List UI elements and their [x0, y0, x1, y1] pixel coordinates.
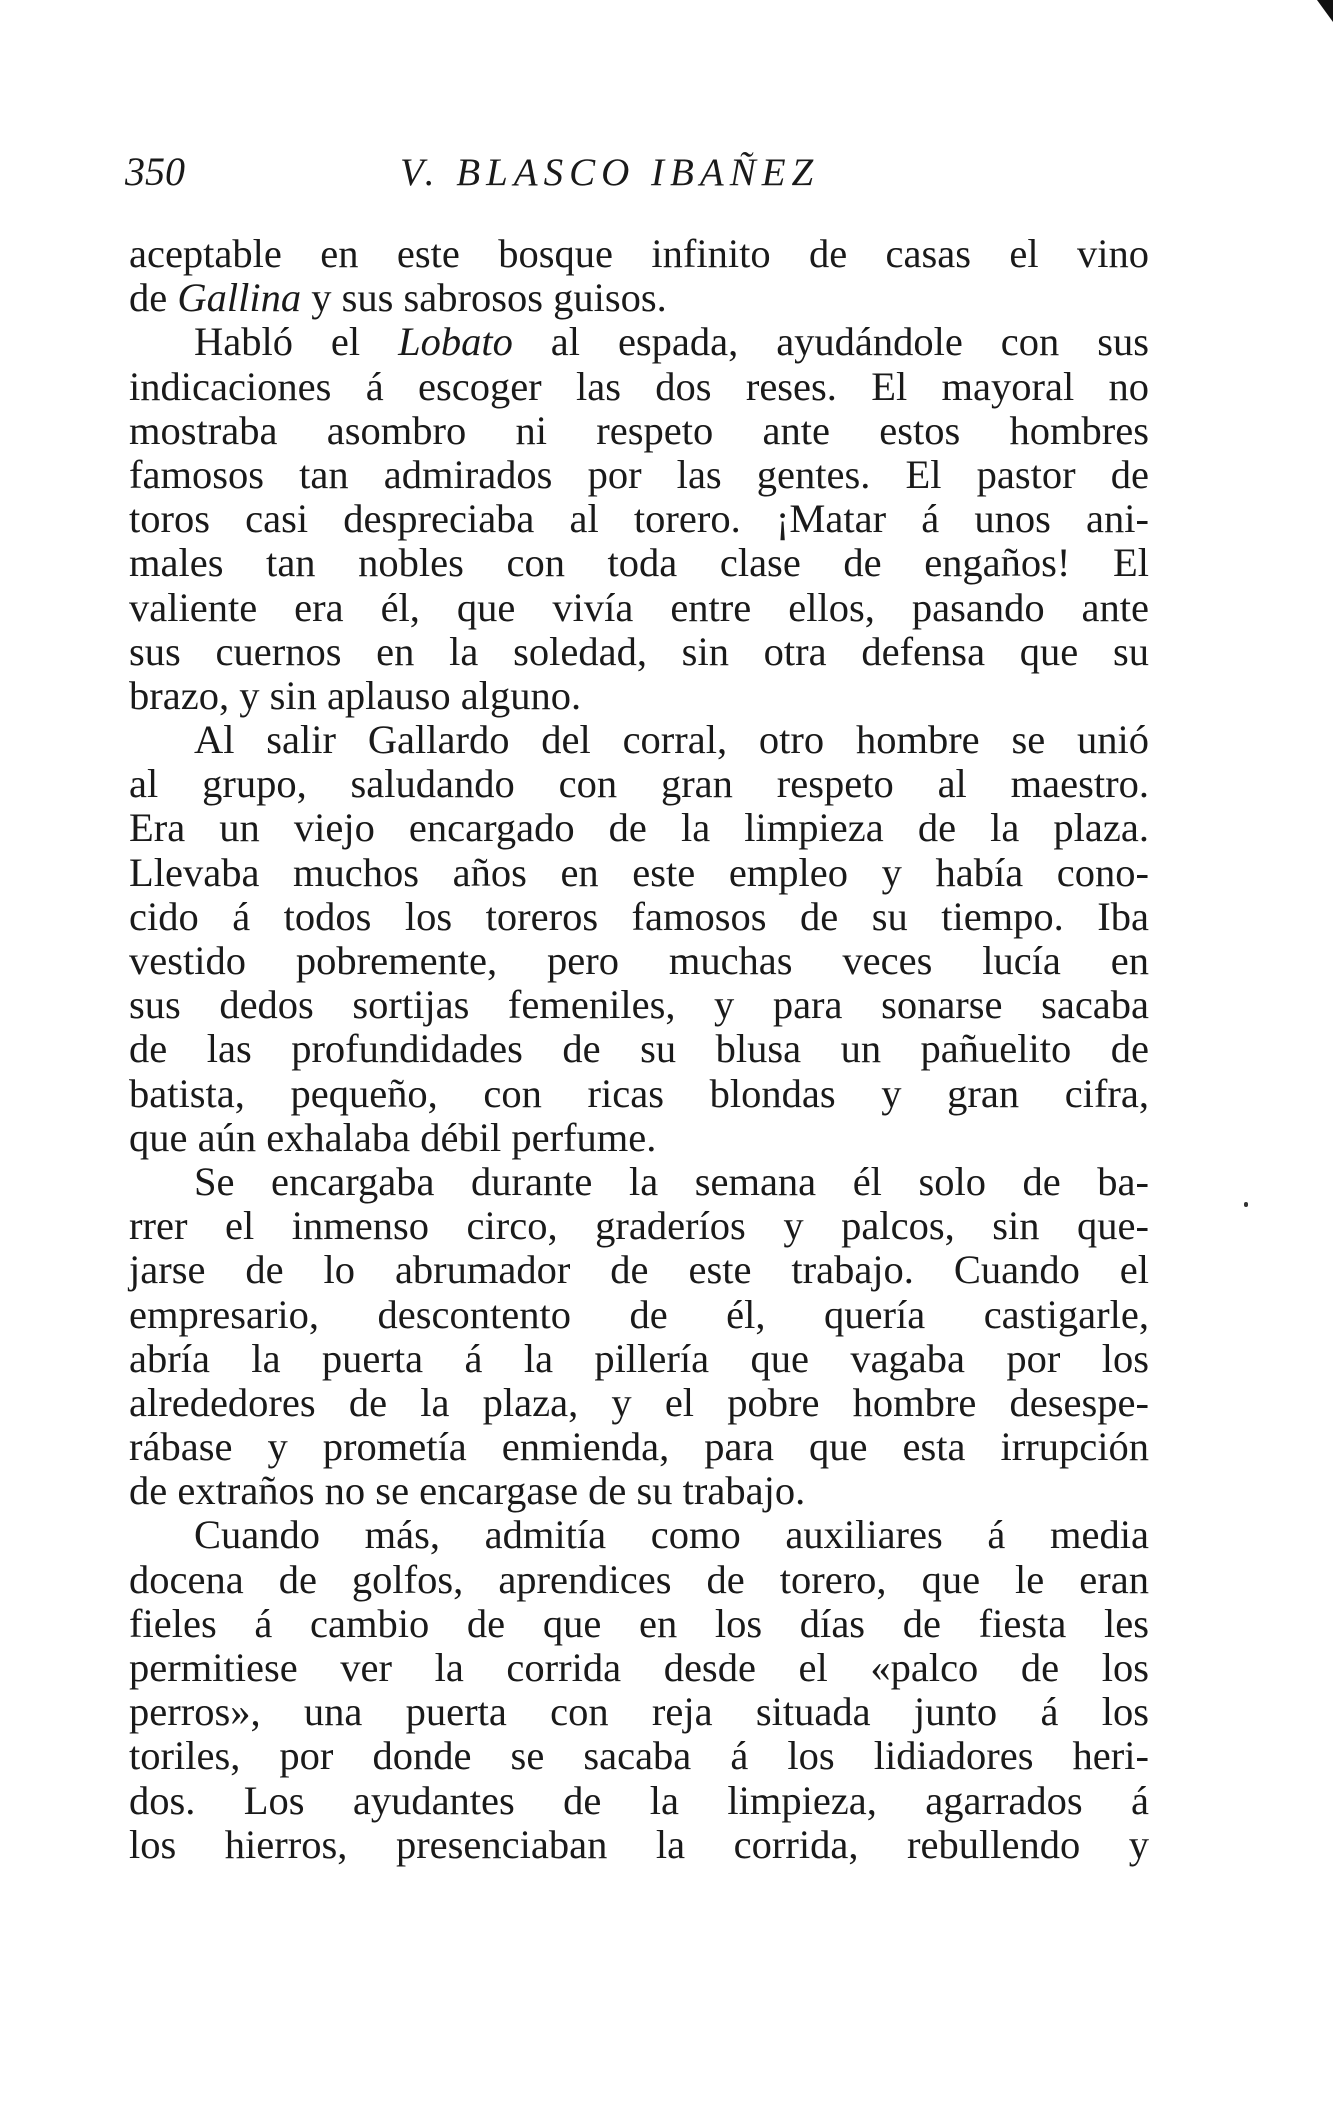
text-line: dos. Los ayudantes de la limpieza, agarrados á — [129, 1777, 1149, 1823]
text-line: al grupo, saludando con gran respeto al maestro. — [129, 761, 1149, 807]
page-corner-mark — [1317, 0, 1333, 22]
text-line: valiente era él, que vivía entre ellos, pasando ante — [129, 584, 1149, 630]
text-line: de las profundidades de su blusa un pañuelito de — [129, 1026, 1149, 1072]
text-line: brazo, y sin aplauso alguno. — [129, 672, 582, 718]
text-line: los hierros, presenciaban la corrida, rebullendo y — [129, 1821, 1149, 1867]
text-line: Habló el Lobato al espada, ayudándole con sus — [194, 319, 1149, 365]
text-line: docena de golfos, aprendices de torero, que le eran — [129, 1556, 1149, 1602]
page-header — [0, 148, 1333, 198]
text-line: vestido pobremente, pero muchas veces lucía en — [129, 938, 1149, 983]
text-line: famosos tan admirados por las gentes. El pastor de — [129, 451, 1149, 497]
text-line: Al salir Gallardo del corral, otro hombre se unió — [194, 717, 1149, 763]
text-line: rábase y prometía enmienda, para que esta irrupción — [129, 1424, 1149, 1470]
text-line: aceptable en este bosque infinito de casas el vino — [129, 231, 1149, 276]
text-line: mostraba asombro ni respeto ante estos hombres — [129, 407, 1149, 453]
text-line: rrer el inmenso circo, graderíos y palcos, sin que- — [129, 1203, 1149, 1249]
text-line: toros casi despreciaba al torero. ¡Matar á unos ani- — [129, 496, 1149, 542]
text-line: sus cuernos en la soledad, sin otra defensa que su — [129, 628, 1149, 674]
text-line: abría la puerta á la pillería que vagaba por los — [129, 1335, 1149, 1381]
page-number: 350 — [125, 149, 185, 194]
body-text — [129, 232, 1149, 1867]
text-line: Era un viejo encargado de la limpieza de la plaza. — [129, 805, 1149, 851]
ink-speck — [1244, 1202, 1248, 1207]
text-line: de Gallina y sus sabrosos guisos. — [129, 275, 667, 321]
text-line: permitiese ver la corrida desde el «palco de los — [129, 1645, 1149, 1690]
text-line: sus dedos sortijas femeniles, y para sonarse sacaba — [129, 982, 1149, 1028]
text-line: Se encargaba durante la semana él solo de ba- — [194, 1158, 1149, 1204]
text-line: perros», una puerta con reja situada junto á los — [129, 1689, 1149, 1735]
text-line: indicaciones á escoger las dos reses. El mayoral no — [129, 363, 1149, 409]
text-line: cido á todos los toreros famosos de su tiempo. Iba — [129, 893, 1149, 939]
text-line: jarse de lo abrumador de este trabajo. Cuando el — [129, 1247, 1149, 1293]
text-line: Cuando más, admitía como auxiliares á media — [194, 1512, 1149, 1558]
running-head: V. BLASCO IBAÑEZ — [400, 151, 820, 194]
text-line: alrededores de la plaza, y el pobre hombre desespe- — [129, 1379, 1149, 1425]
text-line: que aún exhalaba débil perfume. — [129, 1114, 657, 1160]
text-line: males tan nobles con toda clase de engaños! El — [129, 540, 1149, 586]
text-line: de extraños no se encargase de su trabajo. — [129, 1468, 806, 1514]
text-line: empresario, descontento de él, quería castigarle, — [129, 1291, 1149, 1337]
text-line: toriles, por donde se sacaba á los lidiadores heri- — [129, 1733, 1149, 1779]
text-line: batista, pequeño, con ricas blondas y gran cifra, — [129, 1070, 1149, 1116]
text-line: Llevaba muchos años en este empleo y había cono- — [129, 849, 1149, 895]
text-line: fieles á cambio de que en los días de fiesta les — [129, 1600, 1149, 1646]
